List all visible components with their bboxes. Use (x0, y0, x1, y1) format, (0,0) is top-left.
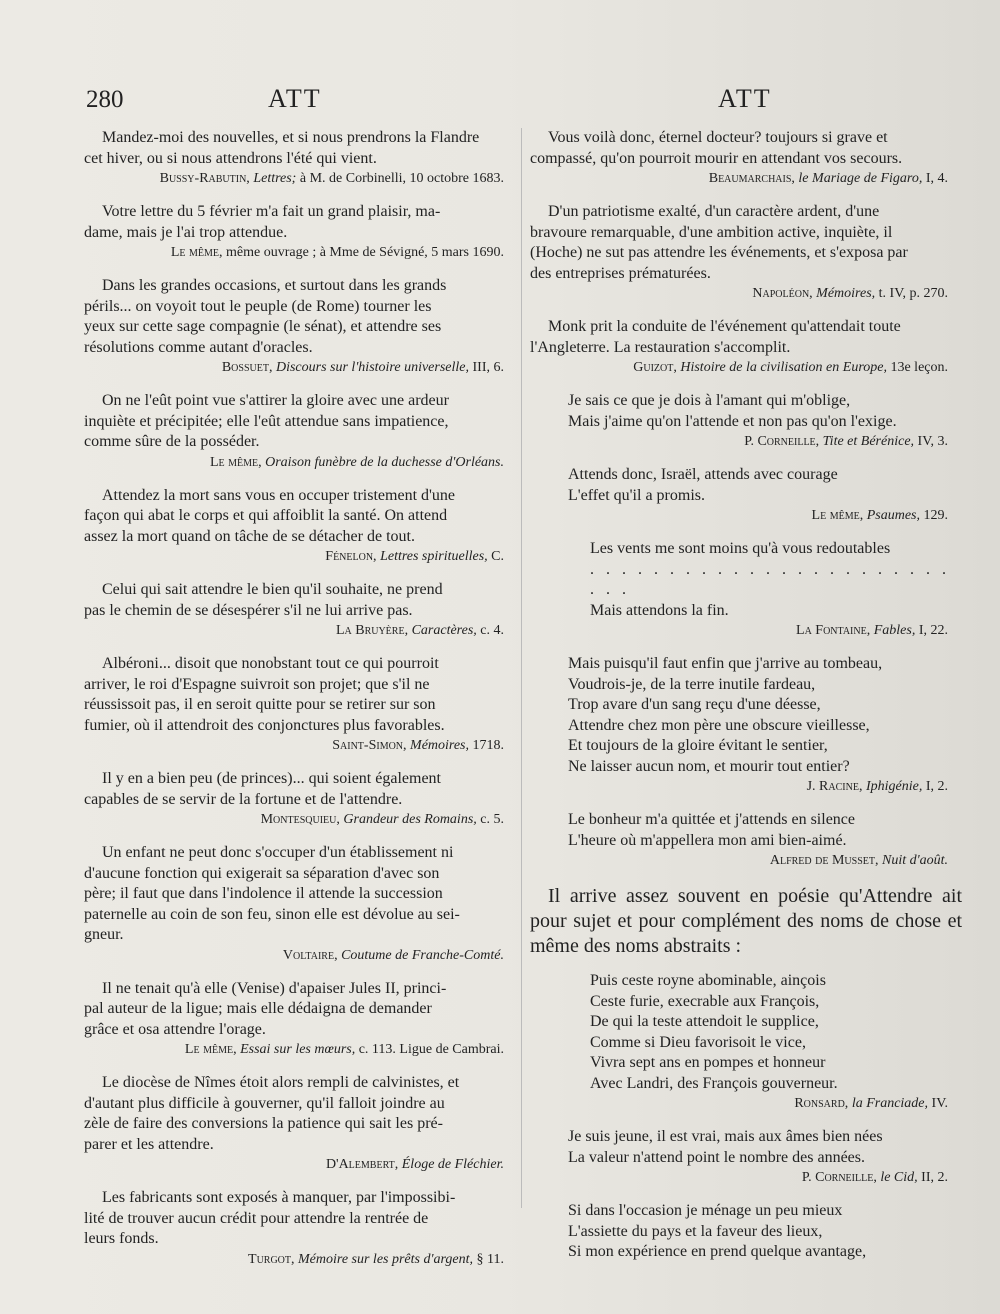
quote-line: réussissoit pas, il en seroit quitte pour se retirer sur son (84, 696, 436, 713)
quote-line: des entreprises prématurées. (530, 264, 711, 282)
quote-line: Mais attendons la fin. (590, 601, 729, 619)
citation-detail: t. IV, p. 270. (878, 286, 948, 301)
running-head-right: ATT (718, 84, 772, 113)
quote-block (530, 654, 962, 796)
quote-line: pal auteur de la ligue; mais elle dédaigna de demander (84, 1000, 432, 1017)
quote-line: gneur. (84, 926, 124, 943)
quote-block (84, 1188, 518, 1269)
quote-line: d'aucune fonction qui exigerait sa séparation d'avec son (84, 864, 440, 882)
citation-work: Caractères, (411, 623, 477, 638)
citation (84, 453, 518, 472)
citation-detail: I, 4. (925, 171, 948, 186)
citation-author: Saint-Simon, (332, 738, 407, 753)
citation-detail: § 11. (476, 1251, 504, 1267)
citation-detail: c. 4. (480, 623, 504, 638)
citation-author: Guizot, (633, 360, 677, 375)
citation-work: Lettres spirituelles, (380, 549, 488, 564)
quote-line: façon qui abat le corps et qui affoiblit la santé. On attend (84, 507, 448, 524)
citation (530, 169, 962, 188)
quote-line: Mais j'aime qu'on l'attende et non pas qu'on l'exige. (568, 412, 897, 430)
citation-author: La Fontaine, (796, 623, 871, 638)
citation-work: la Franciade, (851, 1096, 929, 1111)
citation-work: Éloge de Fléchier. (401, 1157, 504, 1172)
quote-line: Et toujours de la gloire évitant le sentier, (568, 737, 828, 754)
quote-line: Le bonheur m'a quittée et j'attends en silence (568, 811, 855, 828)
citation-detail: III, 6. (472, 360, 504, 375)
quote-line: bravoure remarquable, d'une ambition active, inquiète, il (530, 223, 893, 241)
editor-note: Il arrive assez souvent en poésie qu'Attendre ait pour sujet et pour complément des noms de chose et même des noms abstraits : (530, 885, 962, 957)
quote-line: cet hiver, ou si nous attendrons l'été qui vient. (84, 149, 377, 167)
left-column (84, 128, 518, 1283)
quote-line: assez la mort quand on tâche de se détacher de tout. (84, 527, 415, 545)
quote-line: Monk prit la conduite de l'événement qu'attendait toute (548, 318, 901, 335)
quote-block (84, 1073, 518, 1174)
quote-line: père; il faut que dans l'indolence il attende la succession (84, 885, 443, 902)
quote-block (530, 391, 962, 451)
quote-block (84, 654, 518, 755)
citation-work: le Cid, (880, 1170, 918, 1185)
citation-author: Bossuet, (221, 360, 273, 375)
quote-line: Les fabricants sont exposés à manquer, par l'impossibi- (102, 1189, 456, 1206)
citation (530, 358, 962, 377)
citation-detail: IV. (931, 1096, 948, 1111)
quote-line: périls... on voyoit tout le peuple (de Rome) tourner les (84, 297, 432, 315)
citation-author: Ronsard, (794, 1096, 849, 1111)
citation-author: Turgot, (248, 1251, 295, 1267)
citation-detail: IV, 3. (917, 434, 948, 449)
quote-line: Albéroni... disoit que nonobstant tout ce qui pourroit (102, 655, 439, 672)
citation-detail: II, 2. (921, 1170, 948, 1185)
quote-line: Puis ceste royne abominable, ainçois (590, 972, 826, 989)
citation-author: Napoléon, (752, 286, 813, 301)
quote-line: Trop avare d'un sang reçu d'une déesse, (568, 696, 821, 713)
citation-work: Mémoires, (816, 286, 876, 301)
quote-line: Si dans l'occasion je ménage un peu mieux (568, 1202, 843, 1219)
citation-author: Montesquieu, (260, 812, 340, 827)
quote-block (84, 769, 518, 829)
quote-line: Avec Landri, des François gouverneur. (590, 1074, 838, 1092)
citation-work: Nuit d'août. (881, 853, 948, 868)
quote-block (530, 465, 962, 525)
citation (84, 736, 518, 755)
running-head-left: ATT (268, 84, 322, 113)
quote-line: L'assiette du pays et la faveur des lieux, (568, 1222, 823, 1240)
citation-work: Coutume de Franche-Comté. (341, 947, 504, 963)
column-divider (521, 128, 522, 1208)
quote-line: capables de se servir de la fortune et de l'attendre. (84, 790, 403, 808)
citation (84, 810, 518, 829)
ellipsis-line: . . . . . . . . . . . . . . . . . . . . . . . . . . (590, 560, 950, 598)
quote-line: Celui qui sait attendre le bien qu'il souhaite, ne prend (102, 581, 443, 598)
citation-author: Fénelon, (325, 549, 377, 564)
page-number: 280 (86, 86, 124, 113)
citation-work: Oraison funèbre de la duchesse d'Orléans. (265, 454, 504, 470)
quote-line: Les vents me sont moins qu'à vous redoutables (590, 540, 891, 557)
quote-line: yeux sur cette sage compagnie (le sénat), et attendre ses (84, 318, 442, 335)
citation (84, 621, 518, 640)
quote-line: Il ne tenait qu'à elle (Venise) d'apaiser Jules II, princi- (102, 979, 447, 997)
citation-author: Le même, (170, 245, 223, 260)
citation-work: Fables, (873, 623, 916, 638)
citation-work: Discours sur l'histoire universelle, (275, 360, 469, 375)
quote-block (84, 128, 518, 188)
citation-author: J. Racine, (806, 779, 863, 794)
quote-block (84, 580, 518, 640)
quote-line: Un enfant ne peut donc s'occuper d'un établissement ni (102, 844, 454, 861)
quote-line: inquiète et précipitée; elle l'eût attendue sans impatience, (84, 412, 449, 430)
citation-author: Beaumarchais, (708, 171, 795, 186)
quote-block (530, 971, 962, 1113)
quote-line: Si mon expérience en prend quelque avantage, (568, 1243, 867, 1260)
quote-line: Voudrois-je, de la terre inutile fardeau, (568, 675, 816, 693)
citation-author: Le même, (184, 1042, 237, 1057)
citation (568, 851, 962, 870)
quote-block (530, 317, 962, 377)
quote-block (530, 128, 962, 188)
quote-line: Attends donc, Israël, attends avec courage (568, 466, 838, 483)
right-column (530, 128, 962, 1277)
quote-line: Le diocèse de Nîmes étoit alors rempli de calvinistes, et (102, 1074, 460, 1091)
quote-line: Je sais ce que je dois à l'amant qui m'oblige, (568, 392, 851, 409)
citation-author: Alfred de Musset, (769, 853, 879, 868)
citation-work: Tite et Bérénice, (822, 434, 915, 449)
citation-detail: c. 113. Ligue de Cambrai. (358, 1042, 504, 1057)
quote-line: arriver, le roi d'Espagne suivroit son projet; que s'il ne (84, 675, 430, 693)
citation (84, 243, 518, 262)
citation (568, 777, 962, 796)
citation (568, 1168, 962, 1187)
quote-line: Ceste furie, execrable aux François, (590, 992, 820, 1010)
citation (568, 506, 962, 525)
quote-line: Mandez-moi des nouvelles, et si nous prendrons la Flandre (102, 129, 480, 146)
citation (530, 284, 962, 303)
citation (84, 547, 518, 566)
citation-work: Essai sur les mœurs, (240, 1042, 356, 1057)
quote-line: d'autant plus difficile à gouverner, qu'il falloit joindre au (84, 1094, 445, 1112)
quote-line: zèle de faire des conversions la patience qui sait les pré- (84, 1115, 443, 1132)
citation-author: P. Corneille, (801, 1170, 877, 1185)
citation-detail: à M. de Corbinelli, 10 octobre 1683. (299, 171, 504, 186)
citation-author: Bussy-Rabutin, (159, 171, 250, 186)
quote-line: comme sûre de la posséder. (84, 433, 260, 450)
citation-author: D'Alembert, (325, 1157, 399, 1172)
citation-work: Grandeur des Romains, (343, 812, 477, 827)
citation-work: Iphigénie, (865, 779, 923, 794)
quote-line: parer et les attendre. (84, 1135, 214, 1153)
quote-block (530, 202, 962, 303)
citation-detail: 1718. (472, 738, 504, 753)
quote-block (530, 1127, 962, 1187)
citation-detail: C. (491, 549, 504, 564)
quote-block (84, 486, 518, 567)
citation-author: La Bruyère, (335, 623, 409, 638)
quote-block (84, 276, 518, 377)
citation-detail: 129. (923, 508, 948, 523)
quote-line: l'Angleterre. La restauration s'accomplit. (530, 338, 791, 356)
quote-line: grâce et osa attendre l'orage. (84, 1020, 266, 1038)
citation-detail: I, 2. (925, 779, 948, 794)
quote-block (530, 810, 962, 870)
quote-line: lité de trouver aucun crédit pour attendre la rentrée de (84, 1209, 429, 1227)
quote-line: L'effet qu'il a promis. (568, 486, 705, 504)
citation-work: Lettres; (253, 171, 297, 186)
citation-author: Voltaire, (282, 947, 338, 963)
quote-line: Vous voilà donc, éternel docteur? toujours si grave et (548, 129, 888, 146)
quote-line: Attendre chez mon père une obscure vieillesse, (568, 716, 870, 734)
quote-block (530, 539, 962, 640)
quote-line: Mais puisqu'il faut enfin que j'arrive au tombeau, (568, 655, 883, 672)
quote-block (84, 979, 518, 1060)
quote-line: compassé, qu'on pourroit mourir en attendant vos secours. (530, 149, 903, 167)
citation-author: P. Corneille, (744, 434, 820, 449)
quote-line: fumier, où il attendroit des conjonctures plus favorables. (84, 716, 445, 734)
quote-line: Attendez la mort sans vous en occuper tristement d'une (102, 486, 455, 504)
citation-work: Mémoire sur les prêts d'argent, (298, 1251, 474, 1267)
citation (590, 621, 962, 640)
citation (84, 358, 518, 377)
quote-line: On ne l'eût point vue s'attirer la gloire avec une ardeur (102, 392, 449, 409)
quote-line: résolutions comme autant d'oracles. (84, 338, 313, 356)
quote-line: paternelle au coin de son feu, sinon elle est dévolue au sei- (84, 905, 460, 923)
citation-author: Le même, (209, 454, 262, 470)
quote-line: pas le chemin de se désespérer s'il ne lui arrive pas. (84, 601, 413, 619)
quote-line: dame, mais je l'ai trop attendue. (84, 223, 288, 241)
citation-detail: c. 5. (480, 812, 504, 827)
quote-line: Vivra sept ans en pompes et honneur (590, 1054, 826, 1071)
quote-line: De qui la teste attendoit le supplice, (590, 1013, 819, 1030)
quote-line: (Hoche) ne sut pas attendre les événements, et s'exposa par (530, 244, 908, 261)
citation (84, 946, 518, 965)
quote-block (84, 202, 518, 262)
citation-author: Le même, (811, 508, 864, 523)
quote-line: La valeur n'attend point le nombre des années. (568, 1148, 865, 1166)
quote-block (84, 843, 518, 965)
citation-work: le Mariage de Figaro, (798, 171, 923, 186)
quote-block (84, 391, 518, 472)
citation-work: Mémoires, (410, 738, 469, 753)
quote-block (530, 1201, 962, 1263)
quote-line: Dans les grandes occasions, et surtout dans les grands (102, 277, 447, 294)
citation (84, 169, 518, 188)
citation-detail: 13e leçon. (890, 360, 948, 375)
citation (568, 432, 962, 451)
citation-work: Psaumes, (866, 508, 920, 523)
citation-work: Histoire de la civilisation en Europe, (680, 360, 887, 375)
quote-line: Votre lettre du 5 février m'a fait un grand plaisir, ma- (102, 203, 441, 220)
citation (84, 1040, 518, 1059)
quote-line: D'un patriotisme exalté, d'un caractère ardent, d'une (548, 203, 880, 220)
quote-line: Ne laisser aucun nom, et mourir tout entier? (568, 757, 850, 775)
quote-line: leurs fonds. (84, 1230, 159, 1247)
quote-line: Comme si Dieu favorisoit le vice, (590, 1033, 806, 1051)
quote-line: Je suis jeune, il est vrai, mais aux âmes bien nées (568, 1128, 883, 1145)
quote-line: L'heure où m'appellera mon ami bien-aimé. (568, 831, 847, 849)
citation (84, 1155, 518, 1174)
quote-line: Il y en a bien peu (de princes)... qui soient également (102, 770, 441, 787)
citation (84, 1250, 518, 1269)
citation-detail: même ouvrage ; à Mme de Sévigné, 5 mars 1690. (226, 245, 504, 260)
citation (590, 1094, 962, 1113)
citation-detail: I, 22. (918, 623, 948, 638)
